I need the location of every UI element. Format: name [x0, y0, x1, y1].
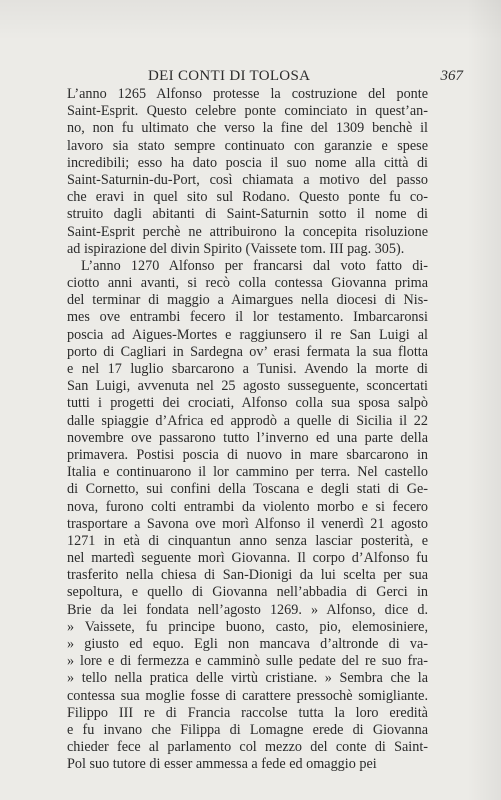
text-line: primavera. Postisi poscia di nuovo in mare sbarcarono in: [67, 446, 428, 463]
text-line: San Luigi, avvenuta nel 25 agosto susseguente, sconcertati: [67, 378, 428, 395]
text-line: di Cornetto, sui confini della Toscana e degli stati di Ge-: [67, 481, 428, 498]
text-line: » Vaissete, fu principe buono, casto, pio, elemosiniere,: [67, 618, 428, 635]
text-line: L’anno 1270 Alfonso per francarsi dal voto fatto di-: [81, 257, 428, 274]
text-line: L’anno 1265 Alfonso protesse la costruzione del ponte: [67, 86, 428, 102]
text-line: lavoro sia stato sempre continuato con garanzie e spese: [67, 137, 428, 154]
running-header: [148, 68, 463, 86]
text-line: » lore e di fermezza e camminò sulle pedate del re suo fra-: [67, 653, 428, 670]
text-line: Italia e continuarono il lor cammino per terra. Nel castello: [67, 464, 428, 481]
text-line: Saint-Esprit perchè ne attribuirono la concepita risoluzione: [67, 223, 428, 240]
text-line: Pol suo tutore di esser ammessa a fede ed omaggio pei: [67, 756, 377, 773]
text-line: » tello nella pratica delle virtù cristiane. » Sembra che la: [67, 670, 428, 687]
page-edge-shading: [467, 0, 501, 800]
body-text: [67, 86, 428, 774]
text-line: Brie da lei fondata nell’agosto 1269. » Alfonso, dice d.: [67, 601, 428, 618]
text-line: Saint-Saturnin-du-Port, così chiamata a motivo del passo: [67, 171, 428, 188]
text-line: 1271 in età di cinquantun anno senza lasciar posterità, e: [67, 532, 428, 549]
text-line: che eravi in quel sito sul Rodano. Questo ponte fu co-: [67, 189, 428, 206]
text-line: struito dagli abitanti di Saint-Saturnin sotto il nome di: [67, 206, 428, 223]
text-line: no, non fu ultimato che verso la fine del 1309 benchè il: [67, 120, 428, 137]
page-number: 367: [440, 68, 463, 84]
text-line: porto di Cagliari in Sardegna ov’ erasi fermata la sua flotta: [67, 343, 428, 360]
running-title: DEI CONTI DI TOLOSA: [148, 68, 311, 84]
page-top-shading: [0, 0, 501, 40]
text-line: dalle spiaggie d’Africa ed approdò a quelle di Sicilia il 22: [67, 412, 428, 429]
text-line: tutti i progetti dei crociati, Alfonso colla sua sposa salpò: [67, 395, 428, 412]
text-line: nova, furono colti entrambi da violento morbo e si fecero: [67, 498, 428, 515]
text-line: del terminar di maggio a Aimargues nella diocesi di Nis-: [67, 292, 428, 309]
text-line: e nel 17 luglio sbarcarono a Tunisi. Avendo la morte di: [67, 361, 428, 377]
text-line: sepoltura, e quello di Giovanna nell’abbadia di Gerci in: [67, 584, 428, 601]
text-line: poscia ad Aigues-Mortes e raggiunsero il re San Luigi al: [67, 326, 428, 343]
text-line: Filippo III re di Francia raccolse tutta la loro eredità: [67, 704, 428, 721]
text-line: nel martedì seguente morì Giovanna. Il corpo d’Alfonso fu: [67, 550, 428, 567]
text-line: ad ispirazione del divin Spirito (Vaissete tom. III pag. 305).: [67, 240, 405, 257]
text-line: » giusto ed equo. Egli non mancava d’altronde di va-: [67, 636, 428, 652]
text-line: Saint-Esprit. Questo celebre ponte cominciato in quest’an-: [67, 103, 428, 120]
text-line: trasportare a Savona ove morì Alfonso il venerdì 21 agosto: [67, 515, 428, 532]
text-line: novembre ove passarono tutto l’inverno ed una parte della: [67, 429, 428, 446]
text-line: chieder fece al parlamento col mezzo del conte di Saint-: [67, 739, 428, 756]
text-line: contessa sua moglie fosse di carattere pressochè somigliante.: [67, 687, 428, 704]
text-line: trasferito nella chiesa di San-Dionigi da lui scelta per sua: [67, 567, 428, 584]
text-line: incredibili; esso ha dato poscia il suo nome alla città di: [67, 154, 428, 171]
text-line: mes ove entrambi fecero il lor testamento. Imbarcaronsi: [67, 309, 428, 326]
text-line: e fu invano che Filippa di Lomagne erede di Giovanna: [67, 721, 428, 738]
text-line: ciotto anni avanti, si recò colla contessa Giovanna prima: [67, 275, 428, 292]
